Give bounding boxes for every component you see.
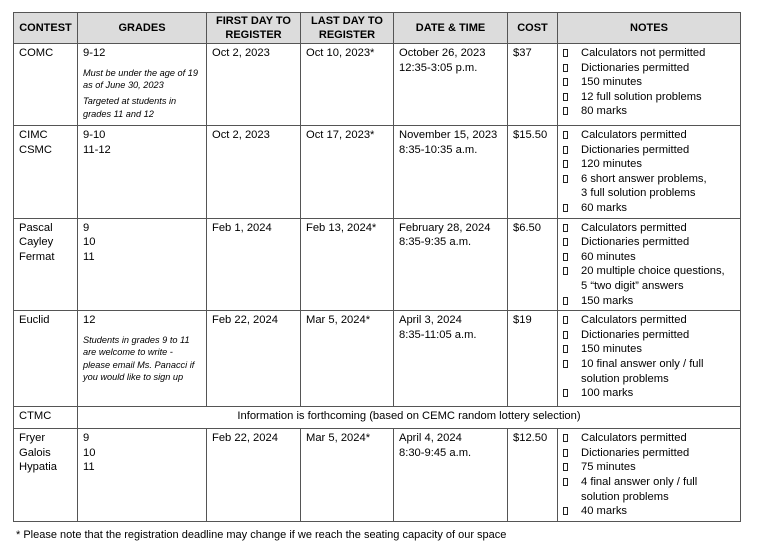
table-row <box>14 126 741 219</box>
grade-note-line: are welcome to write - <box>83 347 173 358</box>
last-register-date: Mar 5, 2024* <box>306 432 371 445</box>
header-date-time: DATE & TIME <box>394 13 508 44</box>
note-text: 75 minutes <box>581 461 636 474</box>
contest-name: Fermat <box>19 250 55 263</box>
date-time-line: 8:35-9:35 a.m. <box>399 236 472 249</box>
notes-cell <box>558 429 741 522</box>
date-time-line: 8:30-9:45 a.m. <box>399 446 472 459</box>
contest-name-cell <box>14 44 78 126</box>
checkbox-icon <box>563 316 568 324</box>
contest-name: Cayley <box>19 236 54 249</box>
grade-level: 9-12 <box>83 47 106 59</box>
note-text: 5 “two digit” answers <box>581 279 684 292</box>
note-item <box>563 143 735 158</box>
checkbox-icon <box>563 449 568 457</box>
checkbox-icon <box>563 463 568 471</box>
grade-note <box>83 95 201 120</box>
date-time-line: April 4, 2024 <box>399 432 462 445</box>
table-row <box>14 311 741 407</box>
contest-name: Euclid <box>19 314 50 327</box>
last-day-cell <box>301 126 394 219</box>
note-item <box>563 313 735 328</box>
date-time-line: April 3, 2024 <box>399 314 462 327</box>
last-register-date: Oct 10, 2023* <box>306 47 375 59</box>
contests-table <box>13 12 741 522</box>
note-item <box>563 342 735 357</box>
notes-cell <box>558 44 741 126</box>
table-row <box>14 44 741 126</box>
date-time-line-cell <box>394 126 508 219</box>
table-row <box>14 429 741 522</box>
grade-level-cell <box>78 218 207 311</box>
note-text: 12 full solution problems <box>581 90 702 103</box>
cost-cell <box>508 218 558 311</box>
last-day-cell <box>301 218 394 311</box>
last-register-date: Feb 13, 2024* <box>306 221 377 234</box>
date-time-line: November 15, 2023 <box>399 129 498 141</box>
footnote: * Please note that the registration deadline may change if we reach the seating capacity of our space <box>16 529 507 541</box>
grade-note-line: as of June 30, 2023 <box>83 80 164 90</box>
date-time-line-cell <box>394 44 508 126</box>
header-first-day-line: REGISTER <box>225 29 282 41</box>
contest-name: CSMC <box>19 143 52 156</box>
contest-name: CIMC <box>19 129 48 141</box>
grade-level: 9 <box>83 221 90 234</box>
checkbox-icon <box>563 175 568 183</box>
note-text: 100 marks <box>581 387 634 400</box>
note-text: Calculators not permitted <box>581 47 706 59</box>
note-text: 20 multiple choice questions, <box>581 265 725 278</box>
checkbox-icon <box>563 253 568 261</box>
grade-level: 10 <box>83 446 96 459</box>
note-text: Calculators permitted <box>581 314 687 327</box>
header-last-day <box>301 13 394 44</box>
note-text: Dictionaries permitted <box>581 61 690 74</box>
first-register-date: Oct 2, 2023 <box>212 47 270 59</box>
table-row <box>14 218 741 311</box>
notes-list <box>563 46 735 119</box>
checkbox-icon <box>563 267 568 275</box>
cost-value: $6.50 <box>513 221 541 234</box>
grade-level-cell <box>78 126 207 219</box>
cost-cell <box>508 44 558 126</box>
checkbox-icon <box>563 160 568 168</box>
checkbox-icon <box>563 78 568 86</box>
cost-cell <box>508 311 558 407</box>
notes-cell <box>558 218 741 311</box>
checkbox-icon <box>563 107 568 115</box>
note-text: Calculators permitted <box>581 129 687 141</box>
cost-value: $12.50 <box>513 432 548 445</box>
cost-value: $37 <box>513 47 532 59</box>
note-text: Dictionaries permitted <box>581 236 690 249</box>
note-text: Dictionaries permitted <box>581 143 690 156</box>
note-item <box>563 264 735 293</box>
note-text: 150 minutes <box>581 343 642 356</box>
grade-note-line: please email Ms. Panacci if <box>83 359 195 370</box>
note-text: 60 minutes <box>581 250 636 263</box>
note-text: 60 marks <box>581 201 628 214</box>
date-time-line: 8:35-11:05 a.m. <box>399 328 477 341</box>
first-day-cell <box>207 44 301 126</box>
contest-name-cell <box>14 311 78 407</box>
note-text: solution problems <box>581 490 669 503</box>
grade-level: 11-12 <box>83 143 111 156</box>
contest-name-cell <box>14 407 78 429</box>
checkbox-icon <box>563 389 568 397</box>
checkbox-icon <box>563 146 568 154</box>
notes-list <box>563 221 735 309</box>
note-item <box>563 128 735 143</box>
contest-name: Galois <box>19 446 51 459</box>
first-register-date: Feb 1, 2024 <box>212 221 272 234</box>
note-item <box>563 104 735 119</box>
checkbox-icon <box>563 507 568 515</box>
checkbox-icon <box>563 297 568 305</box>
first-day-cell <box>207 126 301 219</box>
note-text: 6 short answer problems, <box>581 172 707 185</box>
checkbox-icon <box>563 360 568 368</box>
note-item <box>563 235 735 250</box>
note-item <box>563 157 735 172</box>
note-item <box>563 460 735 475</box>
contest-name-cell <box>14 429 78 522</box>
grade-level-cell <box>78 311 207 407</box>
note-text: 3 full solution problems <box>581 187 696 200</box>
date-time-line: February 28, 2024 <box>399 221 491 234</box>
checkbox-icon <box>563 478 568 486</box>
note-item <box>563 90 735 105</box>
note-item <box>563 504 735 519</box>
header-notes: NOTES <box>558 13 741 44</box>
notes-cell <box>558 311 741 407</box>
grade-level: 11 <box>83 461 95 474</box>
first-day-cell <box>207 218 301 311</box>
first-register-date: Oct 2, 2023 <box>212 129 270 141</box>
checkbox-icon <box>563 345 568 353</box>
grade-note-line: you would like to sign up <box>83 371 184 382</box>
checkbox-icon <box>563 49 568 57</box>
contest-name: Pascal <box>19 221 53 234</box>
note-item <box>563 201 735 216</box>
grade-level: 10 <box>83 236 96 249</box>
header-first-day-line: FIRST DAY TO <box>216 15 291 27</box>
checkbox-icon <box>563 434 568 442</box>
cost-value: $15.50 <box>513 129 548 141</box>
checkbox-icon <box>563 224 568 232</box>
grade-note <box>83 67 201 92</box>
notes-cell <box>558 126 741 219</box>
note-text: 120 minutes <box>581 158 642 171</box>
first-day-cell <box>207 429 301 522</box>
header-contest: CONTEST <box>14 13 78 44</box>
checkbox-icon <box>563 64 568 72</box>
grade-note-line: Must be under the age of 19 <box>83 67 198 78</box>
note-item <box>563 221 735 236</box>
note-item <box>563 250 735 265</box>
note-item <box>563 328 735 343</box>
contest-name: COMC <box>19 47 54 59</box>
header-grades: GRADES <box>78 13 207 44</box>
note-item <box>563 46 735 61</box>
date-time-line: 12:35-3:05 p.m. <box>399 61 478 74</box>
table-row <box>14 407 741 429</box>
last-day-cell <box>301 429 394 522</box>
checkbox-icon <box>563 238 568 246</box>
note-item <box>563 446 735 461</box>
note-item <box>563 75 735 90</box>
last-day-cell <box>301 44 394 126</box>
contest-name-cell <box>14 126 78 219</box>
notes-list <box>563 128 735 216</box>
cost-value: $19 <box>513 314 532 327</box>
header-last-day-line: LAST DAY TO <box>311 15 383 27</box>
note-text: 4 final answer only / full <box>581 475 698 488</box>
note-text: Calculators permitted <box>581 221 687 234</box>
note-text: Dictionaries permitted <box>581 328 690 341</box>
first-register-date: Feb 22, 2024 <box>212 314 278 327</box>
note-item <box>563 475 735 504</box>
cost-cell <box>508 429 558 522</box>
note-text: Dictionaries permitted <box>581 446 690 459</box>
note-text: solution problems <box>581 372 669 385</box>
checkbox-icon <box>563 93 568 101</box>
header-cost: COST <box>508 13 558 44</box>
note-text: Calculators permitted <box>581 432 687 445</box>
date-time-line-cell <box>394 218 508 311</box>
note-text: 150 minutes <box>581 76 642 89</box>
note-item <box>563 294 735 309</box>
grade-level-cell <box>78 44 207 126</box>
info-cell: Information is forthcoming (based on CEMC random lottery selection) <box>78 407 741 429</box>
header-row <box>14 13 741 44</box>
grade-level: 9 <box>83 432 90 445</box>
contest-name: CTMC <box>19 410 52 423</box>
date-time-line-cell <box>394 311 508 407</box>
first-register-date: Feb 22, 2024 <box>212 432 278 445</box>
note-item <box>563 61 735 76</box>
grade-level-cell <box>78 429 207 522</box>
checkbox-icon <box>563 204 568 212</box>
note-text: 40 marks <box>581 505 628 518</box>
grade-level: 9-10 <box>83 129 106 141</box>
checkbox-icon <box>563 131 568 139</box>
grade-note-line: grades 11 and 12 <box>83 108 154 119</box>
cost-cell <box>508 126 558 219</box>
note-item <box>563 357 735 386</box>
note-item <box>563 386 735 401</box>
grade-note-line: Students in grades 9 to 11 <box>83 334 190 345</box>
note-text: 10 final answer only / full <box>581 357 704 370</box>
first-day-cell <box>207 311 301 407</box>
note-item <box>563 172 735 201</box>
last-day-cell <box>301 311 394 407</box>
last-register-date: Oct 17, 2023* <box>306 129 375 141</box>
note-text: 80 marks <box>581 105 628 118</box>
contest-name: Fryer <box>19 432 46 445</box>
date-time-line: 8:35-10:35 a.m. <box>399 143 478 156</box>
note-item <box>563 431 735 446</box>
header-first-day <box>207 13 301 44</box>
notes-list <box>563 431 735 519</box>
date-time-line-cell <box>394 429 508 522</box>
header-last-day-line: REGISTER <box>318 29 376 41</box>
grade-level: 12 <box>83 314 96 327</box>
grade-level: 11 <box>83 250 95 263</box>
contest-name-cell <box>14 218 78 311</box>
last-register-date: Mar 5, 2024* <box>306 314 371 327</box>
date-time-line: October 26, 2023 <box>399 47 486 59</box>
grade-note-line: Targeted at students in <box>83 96 177 107</box>
notes-list <box>563 313 735 401</box>
checkbox-icon <box>563 331 568 339</box>
note-text: 150 marks <box>581 294 634 307</box>
contest-name: Hypatia <box>19 461 57 474</box>
grade-note <box>83 334 201 384</box>
